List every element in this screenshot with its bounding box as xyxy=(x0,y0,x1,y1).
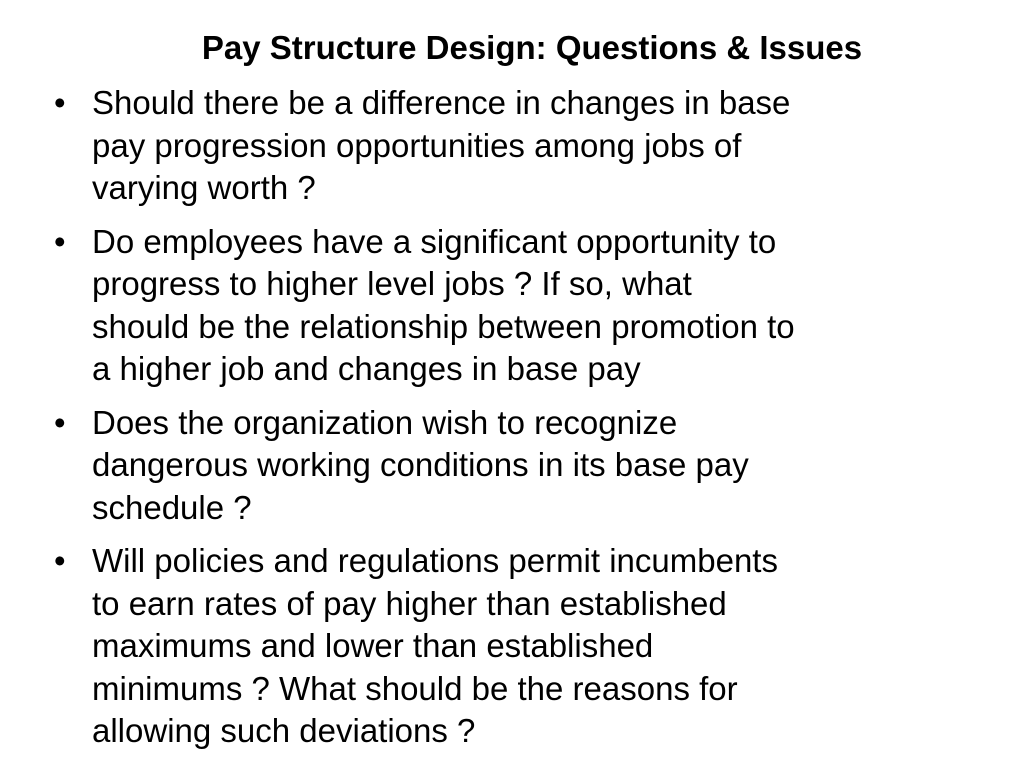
bullet-item xyxy=(54,402,954,530)
bullet-icon: • xyxy=(54,403,66,441)
slide-title: Pay Structure Design: Questions & Issues xyxy=(201,29,863,66)
bullet-text: Should there be a difference in changes in base pay progression opportunities among jobs of varying worth ? xyxy=(92,84,791,206)
bullet-text: Do employees have a significant opportunity to progress to higher level jobs ? If so, what should be the relationship between promotion to a higher job and changes in base pay xyxy=(92,222,795,387)
bullet-item xyxy=(54,221,954,391)
bullet-item xyxy=(54,82,954,210)
bullet-icon: • xyxy=(54,84,66,121)
bullet-text: Will policies and regulations permit incumbents to earn rates of pay higher than established maximums and lower than established minimums ? What should be the reasons for allowing such deviations ? xyxy=(92,542,778,749)
bullet-icon: • xyxy=(54,222,66,260)
bullet-text: Does the organization wish to recognize dangerous working conditions in its base pay schedule ? xyxy=(92,403,749,526)
bullet-list xyxy=(54,82,954,764)
bullet-item xyxy=(54,540,954,753)
bullet-icon: • xyxy=(54,542,66,579)
